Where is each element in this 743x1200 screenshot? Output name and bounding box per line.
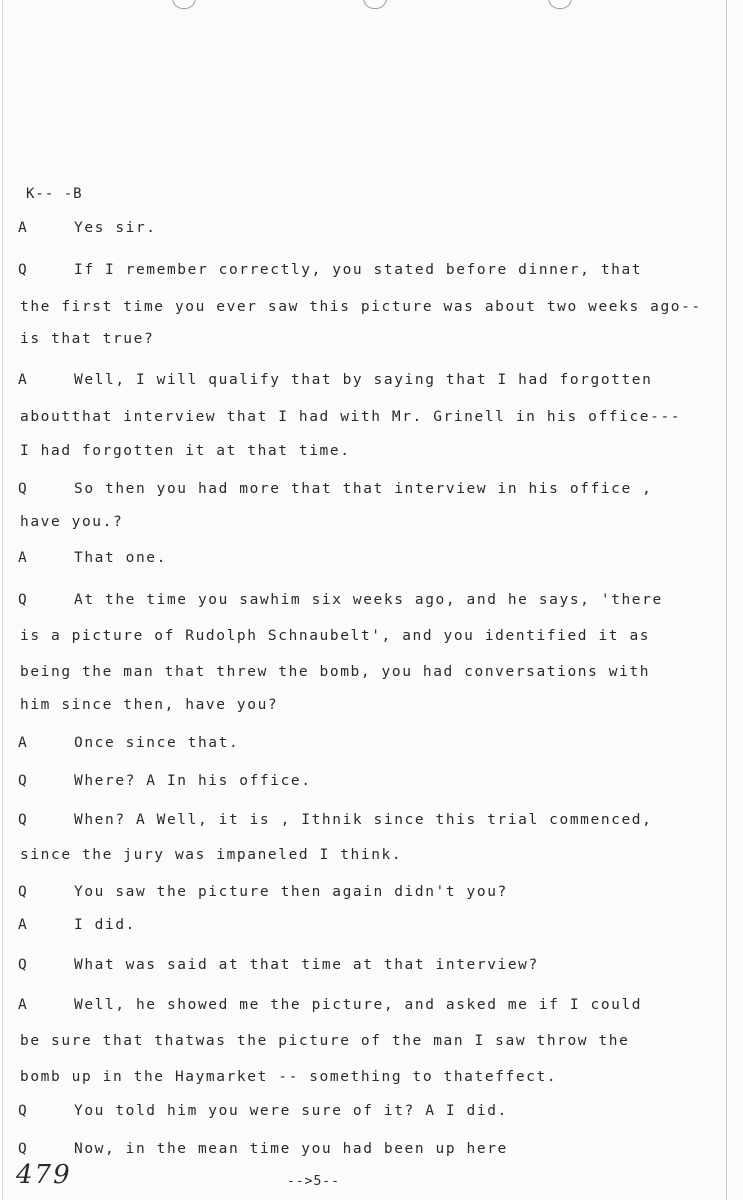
transcript-line: the first time you ever saw this picture was about two weeks ago--	[20, 299, 702, 315]
transcript-line: aboutthat interview that I had with Mr. Grinell in his office---	[20, 409, 682, 425]
transcript-line: Now, in the mean time you had been up here	[74, 1141, 508, 1157]
transcript-line: him since then, have you?	[20, 697, 279, 713]
speaker-label: A	[18, 997, 27, 1013]
binder-hole-icon	[363, 0, 387, 9]
speaker-label: Q	[18, 481, 27, 497]
transcript-line: At the time you sawhim six weeks ago, and he says, 'there	[74, 592, 663, 608]
transcript-line: have you.?	[20, 514, 124, 530]
transcript-line: Well, I will qualify that by saying that I had forgotten	[74, 372, 653, 388]
page-number: 479	[16, 1160, 72, 1190]
speaker-label: Q	[18, 1141, 27, 1157]
transcript-line: I had forgotten it at that time.	[20, 443, 351, 459]
transcript-line: If I remember correctly, you stated before dinner, that	[74, 262, 643, 278]
transcript-line: bomb up in the Haymarket -- something to thateffect.	[20, 1069, 558, 1085]
transcript-line: be sure that thatwas the picture of the man I saw throw the	[20, 1033, 630, 1049]
right-edge-line	[726, 0, 727, 1200]
speaker-label: Q	[18, 592, 27, 608]
speaker-label: A	[18, 372, 27, 388]
transcript-line: Where? A In his office.	[74, 773, 312, 789]
transcript-line: since the jury was impaneled I think.	[20, 847, 403, 863]
transcript-line: Yes sir.	[74, 220, 157, 236]
speaker-label: Q	[18, 812, 27, 828]
left-edge-line	[2, 0, 3, 1200]
transcript-line: Once since that.	[74, 735, 240, 751]
speaker-label: Q	[18, 1103, 27, 1119]
speaker-label: Q	[18, 884, 27, 900]
speaker-label: A	[18, 735, 27, 751]
transcript-line: I did.	[74, 917, 136, 933]
transcript-line: You saw the picture then again didn't you?	[74, 884, 508, 900]
speaker-label: Q	[18, 262, 27, 278]
speaker-label: A	[18, 550, 27, 566]
continuation-note: -->5--	[287, 1174, 340, 1189]
transcript-line: being the man that threw the bomb, you had conversations with	[20, 664, 651, 680]
speaker-label: Q	[18, 773, 27, 789]
transcript-line: Well, he showed me the picture, and asked me if I could	[74, 997, 643, 1013]
transcript-line: is a picture of Rudolph Schnaubelt', and you identified it as	[20, 628, 651, 644]
transcript-line: is that true?	[20, 331, 155, 347]
transcript-line: When? A Well, it is , Ithnik since this trial commenced,	[74, 812, 653, 828]
transcript-line: You told him you were sure of it? A I did.	[74, 1103, 508, 1119]
section-header: K-- -B	[26, 186, 83, 202]
speaker-label: A	[18, 917, 27, 933]
transcript-line: So then you had more that that interview in his office ,	[74, 481, 653, 497]
transcript-line: That one.	[74, 550, 167, 566]
speaker-label: Q	[18, 957, 27, 973]
binder-hole-icon	[548, 0, 572, 9]
speaker-label: A	[18, 220, 27, 236]
binder-hole-icon	[172, 0, 196, 9]
transcript-line: What was said at that time at that interview?	[74, 957, 539, 973]
